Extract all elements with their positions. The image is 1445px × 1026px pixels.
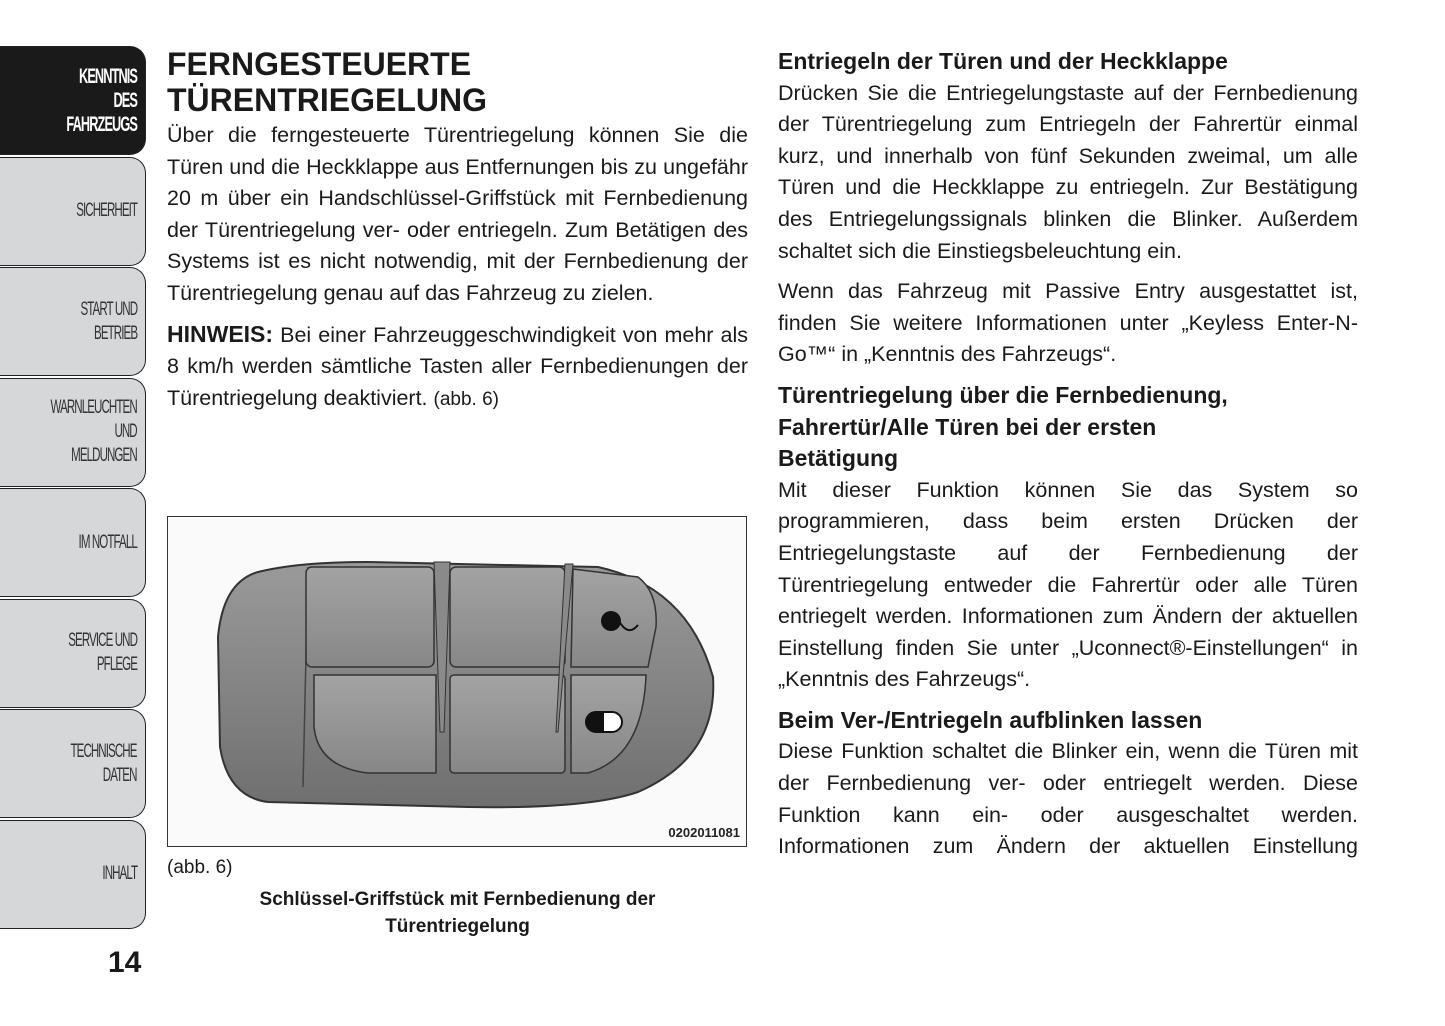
- tab-label-line: UND MELDUNGEN: [71, 421, 137, 466]
- heading-unlock-doors: Entriegeln der Türen und der Heckklappe: [778, 48, 1228, 74]
- chapter-tab[interactable]: [0, 378, 146, 487]
- unlock-icon: [586, 712, 622, 732]
- paragraph-unlock: Drücken Sie die Entriegelungstaste auf der Fernbedienung der Türentriegelung zum Entriegeln der Fahrertür einmal kurz, und innerhalb von fünf Sekunden zweimal, um alle Türen und die Heckklappe zu entriegeln. Zur Bestätigung des Entriegelungssignals blinken die Blinker. Außerdem schaltet sich die Einstiegsbeleuchtung ein.: [778, 80, 1358, 263]
- tab-label-line: DATEN: [103, 764, 137, 786]
- tab-label-line: SICHERHEIT: [76, 200, 137, 221]
- chapter-tab[interactable]: [0, 599, 146, 708]
- key-fob-illustration: [168, 517, 745, 845]
- chapter-tab-label: [92, 862, 137, 886]
- figure-label: (abb. 6): [167, 857, 233, 878]
- tab-label-line: SERVICE UND: [68, 630, 137, 651]
- tab-label-line: IM NOTFALL: [78, 531, 137, 553]
- chapter-tab-label: [59, 199, 137, 223]
- chapter-tab-label: [49, 629, 137, 677]
- intro-paragraph: Über die ferngesteuerte Türentriegelung können Sie die Türen und die Heckklappe aus Entfernungen bis zu ungefähr 20 m über ein Handschlüssel-Griffstück mit Fernbedienung der Türentriegelung ver- oder entriegeln. Zum Betätigen des Systems ist es nicht notwendig, mit der Fernbedienung der Türentriegelung genau auf das Fahrzeug zu zielen.: [167, 123, 748, 305]
- figure-reference: (abb. 6): [433, 388, 499, 410]
- chapter-tab[interactable]: [0, 157, 146, 266]
- note-text: Bei einer Fahrzeuggeschwindigkeit von mehr als 8 km/h werden sämtliche Tasten aller Fernbedienungen der Türentriegelung deaktiviert.: [167, 322, 748, 410]
- chapter-tab-label: [62, 531, 137, 555]
- tab-label-line: INHALT: [102, 863, 137, 884]
- chapter-tab[interactable]: [0, 46, 146, 155]
- key-fob-figure: [167, 516, 747, 847]
- title-line-2: TÜRENTRIEGELUNG: [167, 82, 487, 118]
- chapter-tab[interactable]: [0, 267, 146, 376]
- chapter-tab[interactable]: [0, 820, 146, 929]
- chapter-tab-label: [26, 396, 137, 468]
- heading-flash-lights: Beim Ver-/Entriegeln aufblinken lassen: [778, 706, 1203, 733]
- note-paragraph: [167, 319, 748, 416]
- title-line-1: FERNGESTEUERTE: [167, 46, 472, 82]
- tab-label-line: PFLEGE: [96, 654, 137, 675]
- tab-label-line: BETRIEB: [93, 322, 137, 344]
- tab-label-line: DES: [113, 88, 137, 112]
- tab-label-line: WARNLEUCHTEN: [50, 397, 137, 418]
- figure-code: 0202011081: [668, 825, 740, 840]
- page-number: 14: [108, 946, 142, 979]
- chapter-tabs: [0, 46, 146, 930]
- caption-line-2: Türentriegelung: [385, 916, 530, 937]
- chapter-tab[interactable]: [0, 709, 146, 818]
- paragraph-first-press: Mit dieser Funktion können Sie das System so programmieren, dass beim ersten Drücken der Entriegelungstaste auf der Fernbedienung der Türentriegelung entweder die Fahrertür oder alle Türen entriegelt werden. Informationen zum Ändern der aktuellen Einstellung finden Sie unter „Uconnect®-Einstellungen“ in „Kenntnis des Fahrzeugs“.: [778, 477, 1358, 692]
- caption-line-1: Schlüssel-Griffstück mit Fernbedienung der: [259, 889, 656, 910]
- tab-label-line: START UND: [80, 298, 137, 320]
- paragraph-flash-lights: Diese Funktion schaltet die Blinker ein, wenn die Türen mit der Fernbedienung ver- oder entriegelt werden. Diese Funktion kann ein- oder ausgeschaltet werden. Informationen zum Ändern der aktuellen Einstellung: [778, 739, 1358, 859]
- chapter-tab-label: [64, 298, 137, 346]
- section-title: [167, 46, 748, 118]
- figure-caption: [167, 886, 748, 940]
- tab-label-line: TECHNISCHE: [70, 740, 137, 762]
- note-label: HINWEIS:: [167, 320, 274, 347]
- tab-label-line: FAHRZEUGS: [66, 112, 137, 136]
- heading-first-press: Türentriegelung über die Fernbedienung, Fahrertür/Alle Türen bei der ersten Betätigung: [778, 381, 1228, 472]
- chapter-tab[interactable]: [0, 488, 146, 597]
- left-column: [167, 46, 748, 424]
- chapter-tab-label: [52, 740, 137, 788]
- tab-label-line: KENNTNIS: [78, 64, 137, 88]
- right-column: [778, 46, 1358, 872]
- chapter-tab-label: [47, 65, 137, 137]
- paragraph-passive-entry: Wenn das Fahrzeug mit Passive Entry ausgestattet ist, finden Sie weitere Informationen unter „Keyless Enter-N-Go™“ in „Kenntnis des Fahrzeugs“.: [778, 279, 1358, 367]
